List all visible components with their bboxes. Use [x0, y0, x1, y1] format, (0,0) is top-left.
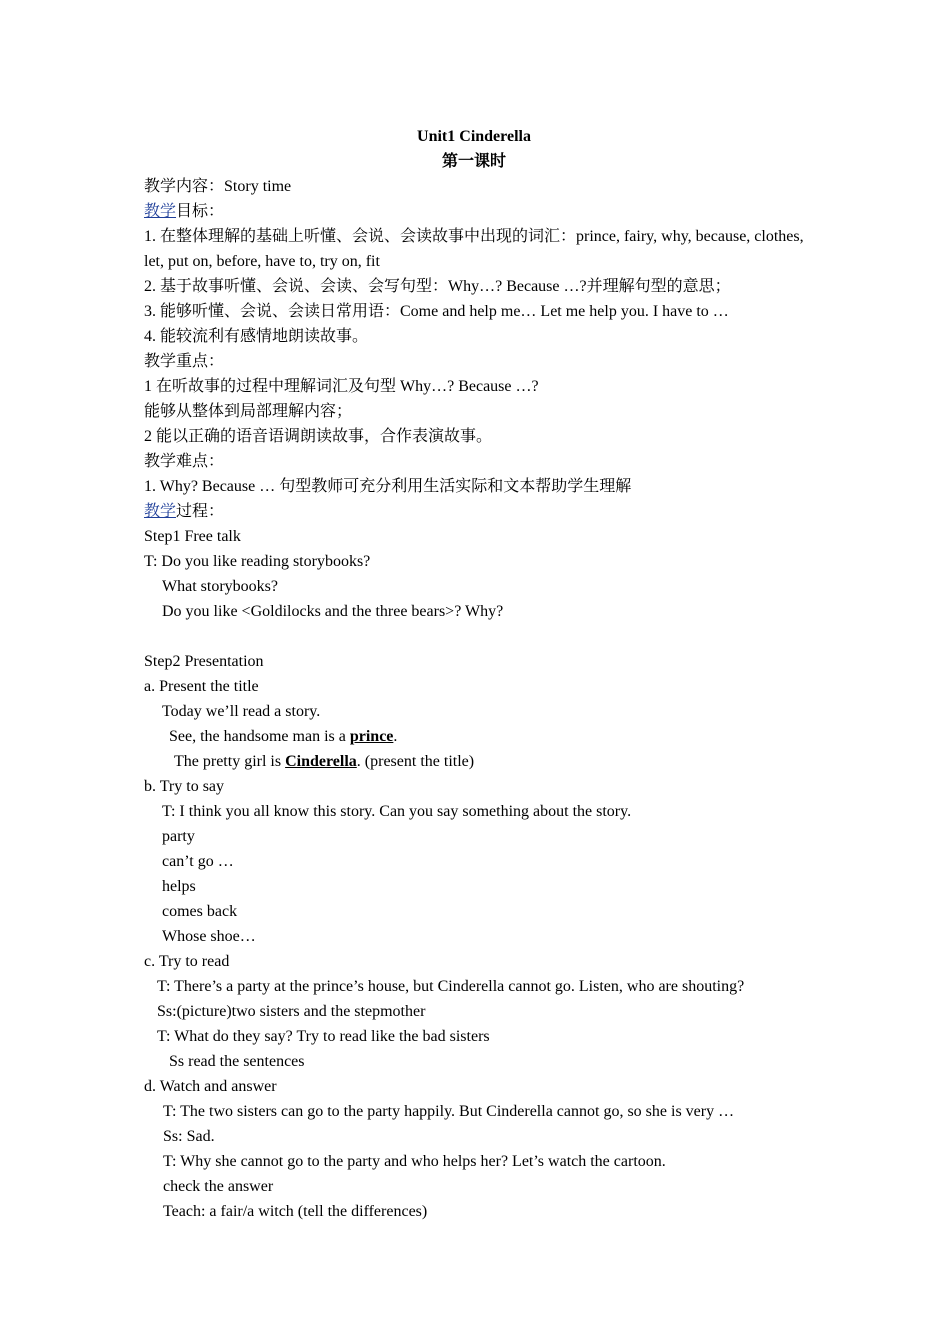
- keyword-item: can’t go …: [162, 853, 234, 870]
- difficulty-heading: 教学难点：: [144, 453, 225, 470]
- section-d-line-1: T: The two sisters can go to the party happily. But Cinderella cannot go, so she is very …: [163, 1103, 735, 1120]
- goal-4: 4. 能较流利有感情地朗读故事。: [144, 328, 369, 345]
- a-line-2-post: .: [393, 728, 398, 745]
- content-label: 教学内容：: [144, 178, 225, 195]
- section-c-line-1: T: There’s a party at the prince’s house, but Cinderella cannot go. Listen, who are shouting?: [157, 978, 745, 995]
- content-value: Story time: [224, 178, 292, 195]
- keyword-item: helps: [162, 878, 196, 895]
- section-a-line-3: [144, 749, 804, 774]
- section-d-line-4: check the answer: [163, 1178, 274, 1195]
- keyword-item: comes back: [162, 903, 238, 920]
- doc-subtitle: 第一课时: [441, 153, 506, 170]
- step1-heading: Step1 Free talk: [144, 528, 241, 545]
- process-heading: [144, 499, 804, 524]
- a-line-3-post: . (present the title): [356, 753, 475, 770]
- goal-3: 3. 能够听懂、会说、会读日常用语：Come and help me… Let me help you. I have to …: [144, 303, 729, 320]
- section-a-line-2: [144, 724, 804, 749]
- section-d-line-3: T: Why she cannot go to the party and who helps her? Let’s watch the cartoon.: [163, 1153, 666, 1170]
- section-c-line-4: Ss read the sentences: [169, 1053, 305, 1070]
- prince-word: prince: [349, 728, 394, 745]
- step1-line-3: Do you like <Goldilocks and the three bears>? Why?: [162, 603, 504, 620]
- blank-line: [144, 624, 804, 649]
- step2-heading: Step2 Presentation: [144, 653, 264, 670]
- section-c-line-3: T: What do they say? Try to read like the bad sisters: [157, 1028, 490, 1045]
- keyword-item: Whose shoe…: [162, 928, 256, 945]
- goal-1: 1. 在整体理解的基础上听懂、会说、会读故事中出现的词汇：prince, fairy, why, because, clothes, let, put on, before, have to, try on, fit: [144, 228, 804, 270]
- section-a-heading: a. Present the title: [144, 678, 259, 695]
- step1-line-2: What storybooks?: [162, 578, 278, 595]
- section-c-heading: c. Try to read: [144, 953, 230, 970]
- key-1: 1 在听故事的过程中理解词汇及句型 Why…? Because …?: [144, 378, 539, 395]
- key-heading: 教学重点：: [144, 353, 225, 370]
- a-line-3-pre: The pretty girl is: [174, 753, 286, 770]
- key-2: 2 能以正确的语音语调朗读故事，合作表演故事。: [144, 428, 493, 445]
- process-label: 过程：: [176, 503, 225, 520]
- content-line: [144, 174, 804, 199]
- section-b-heading: b. Try to say: [144, 778, 225, 795]
- goals-label: 目标：: [176, 203, 225, 220]
- section-d-line-2: Ss: Sad.: [163, 1128, 215, 1145]
- key-1b: 能够从整体到局部理解内容；: [144, 403, 353, 420]
- document-body: [144, 124, 804, 1224]
- difficulty-1: 1. Why? Because … 句型教师可充分利用生活实际和文本帮助学生理解: [144, 478, 632, 495]
- section-d-heading: d. Watch and answer: [144, 1078, 277, 1095]
- section-d-line-5: Teach: a fair/a witch (tell the differences): [163, 1203, 428, 1220]
- goals-link[interactable]: 教学: [144, 203, 177, 220]
- section-c-line-2: Ss:(picture)two sisters and the stepmother: [157, 1003, 426, 1020]
- process-link[interactable]: 教学: [144, 503, 177, 520]
- section-a-line-1: Today we’ll read a story.: [162, 703, 321, 720]
- section-b-line-1: T: I think you all know this story. Can you say something about the story.: [162, 803, 632, 820]
- keyword-item: party: [162, 828, 195, 845]
- doc-title: Unit1 Cinderella: [417, 128, 531, 145]
- step1-line-1: T: Do you like reading storybooks?: [144, 553, 371, 570]
- a-line-2-pre: See, the handsome man is a: [169, 728, 350, 745]
- goals-heading: [144, 199, 804, 224]
- cinderella-word: Cinderella: [285, 753, 357, 770]
- goal-2: 2. 基于故事听懂、会说、会读、会写句型：Why…? Because …?并理解句型的意思；: [144, 278, 731, 295]
